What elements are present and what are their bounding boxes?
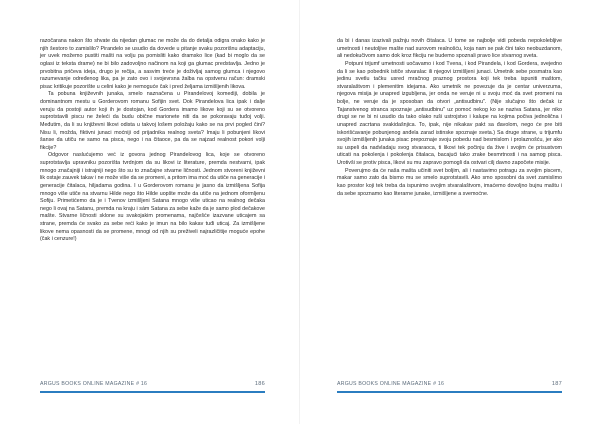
left-paragraph-3: Odgovor naslućujemo već iz govora jednog Pirandelovog lica, koje se otvoreno suprotstavlja upravniku pozorišta tvrdnjom da su likovi iz literature, premda nestvarni, ipak mnogo značajniji i istrajniji nego što su to značajne stvarne ličnosti. Jednom stvoreni književni lik ostaje zauvek takav i ne može više da se promeni, a pritom ima moć da utiče na generacije i generacije čitalaca, hiljadama godina. I u Gorderovom romanu je jasno da izmišljena Sofija mnogo više utiče na stvarnu Hilde nego što Hilde uopšte može da utiče na jednom oformljenu Sofiju. Primetićemo da je i Tvenov izmišljeni Satana mnogo više uticao na realnog dečaka nego li ovaj na Satanu, premda na kraju i sám Satana za sebe kaže da je samo plod dečakove mašte. Stvarne ličnosti sklone su svakojakim promenama, najčešće izazvane uticajem sa strane, premda će svako za sebe reći kako je imun na bilo kakav tuđi uticaj. Za izmišljene likove nema opasnosti da se promene, mnogi od njih su preživeli najrazličitije moguće epohe (čak i cenzure!): [40, 152, 265, 243]
left-page-number: 186: [254, 381, 265, 387]
left-text-column: [40, 38, 265, 244]
left-footer-magazine: ARGUS BOOKS ONLINE MAGAZINE # 16: [40, 381, 148, 387]
right-paragraph-2: Potpuni trijumf umetnosti uočavamo i kod Tvena, i kod Pirandela, i kod Gordera, svejedno da li se kao pobednik ističe stvaralac ili njegovi izmišljeni junaci. Umetnik sebe posmatra kao jedinu svetlu tačku usred mračnog praznog prostora koji tek treba ispuniti maštom, stvaralaštvom i plemenitim idejama. Ako umetnik ne povezuje da je centar univerzuma, njegova misija je unapred izgubljena, jer onda ne veruje ni u svoju moć da svet promeni na bolje, ne veruje da je sposoban da otvori „antisudbinu". (Nije slučajno što dečak iz Tajanstvenog stranca spoznaje „antisudbinu" uz pomoć nekog ko se naziva Satana, jer niko drugi se ne bi ni usudio da tako olako ruši ustrojstvo i kalupe na kojima počiva jednolična i unapred zacrtana svakidašnjica. To, ipak, nije nikakav pakt sa đavolom, nego će pre biti iskorišćavanje pobunjenog anđela zarad istinske spoznaje sveta.) Sa druge strane, u trijumfu svojih izmišljenih junaka pisac prepoznaje svoju pobedu nad besmislom i prolaznošću, jer ako su uspeli da nadvladaju svog stvaraoca, ti likovi tek počinju da žive i svojim će prisustvom uticati na pokolenja i pokolenja čitalaca, bacajući tako zrake besmrtnosti i na samog pisca. Urotivši se protiv pisca, likovi su mu zapravo pomogli da ostvari cilj davno započete misije.: [337, 60, 562, 166]
left-footer-rule: [40, 391, 265, 393]
right-page: [300, 0, 600, 424]
right-footer: [337, 381, 562, 390]
right-footer-magazine: ARGUS BOOKS ONLINE MAGAZINE # 16: [337, 381, 445, 387]
left-footer: [40, 381, 265, 390]
right-page-number: 187: [551, 381, 562, 387]
left-paragraph-1: razočarana nakon što shvate da nijedan glumac ne može da do detalja odigra onako kako je njih šestoro to zamislilo? Pirandelo se usudio da dovede u pitanje svaku pozorišnu adaptaciju, jer uvek možemo pustiti mašti na volju pa pomisliti kako dramsko lice (kad bi moglo da se oglasi iz teksta drame) ne bi bilo zadovoljno načinom na koji ga glumac predstavlja. Jedno je prvobitna pričeva ideja, drugo je rečija, a sasvim treće je doživljaj samog glumca i njegovo razumevanje određenog lika, pa je zato ovo i svojevrsna žalba na opstvenu račun: dramski pisac kritikuje pozorište u celini kako je nemoguće čak i pred željama izmišljenih likova.: [40, 38, 265, 90]
right-text-column: [337, 38, 562, 198]
left-paragraph-2: Ta pobuna književnih junaka, smelo naznačena u Pirandelovoj komediji, dobila je dominantnom mestu u Gorderovom romanu Sofijin svet. Dok Pirandelova lica ipak i dalje veruju da postoji autor koji ih je dostojan, kod Gordera imamo likove koji su se otvoreno suprotstavili piscu ne želeći da budu obične marionete niti da se pokoravaju tuđoj volji. Međutim, da li su književni likovi odista u takvoj lošem položaju kako se na prvi pogled čini? Nisu li, možda, fiktivni junaci moćniji od prijadnika realnog sveta? Imaju li pobunjeni likovi šanse da utiču ne samo na pisca, nego i na čitaoce, pa da se najzad realnost pokori volji fikcije?: [40, 91, 265, 151]
right-paragraph-1: da bi i danas izazivali pažnju novih čitalaca. U tome se najbolje vidi pobeda nepokolebljive umetnosti i neutoljive mašte nad surovom realnošću, koja nam se pak čini tako neobuzdanom, ali nedokučivom samo dok kroz fikciju ne budemo spoznali pravo lice stvarnog sveta.: [337, 38, 562, 60]
right-footer-rule: [337, 391, 562, 393]
right-paragraph-3: Poverujmo da će naša mašta učiniti svet boljim, ali i nastavimo potragu za svojim piscem, makar samo zato da bismo mu se smelo suprotstavili. Ako smo sposobni da svet zamislimo kao prostor koji tek treba da ispunimo svojim stvaralaštvom, imaćemo dovoljno bujnu maštu i da sebe spoznamo kao literarne junake, izmišljene a svemoćne.: [337, 167, 562, 197]
